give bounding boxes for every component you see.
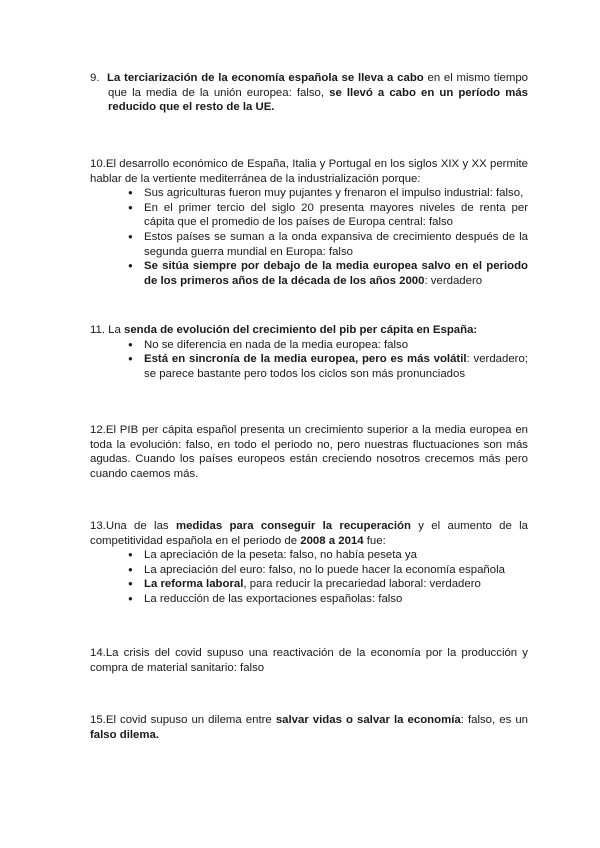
question-number: 11. (90, 324, 105, 336)
question-15 (90, 713, 528, 742)
bold-text: medidas para conseguir la recuperación (175, 520, 411, 532)
question-10 (90, 157, 528, 288)
question-number: 12. (90, 424, 106, 436)
question-14 (90, 646, 528, 675)
bold-text: senda de evolución del crecimiento del pib per cápita en España: (124, 324, 478, 336)
text: La reducción de las exportaciones españolas: falso (144, 592, 403, 605)
text: : falso, es un (460, 714, 528, 726)
bold-text: Está en sincronía de la media europea, pero es más volátil (144, 353, 467, 366)
answer-item (90, 563, 528, 578)
text: en el mismo tiempo que la media de la unión europea: falso, (108, 72, 528, 99)
text: No se diferencia en nada de la media europea: falso (144, 338, 409, 351)
bold-text: falso dilema. (90, 728, 160, 741)
text: : verdadero; se parece bastante pero todos los ciclos son más pronunciados (144, 353, 528, 380)
text: Estos países se suman a la onda expansiva de crecimiento después de la segunda guerra mundial en Europa: falso (144, 230, 528, 258)
bold-text: 2008 a 2014 (300, 534, 364, 547)
bold-text: La reforma laboral (144, 578, 244, 591)
question-number: 13. (90, 520, 106, 532)
answer-item (90, 186, 528, 201)
answer-list (90, 338, 528, 382)
text: : verdadero (424, 274, 483, 287)
question-number: 15. (90, 714, 106, 726)
question-number: 10. (90, 158, 106, 170)
text: Sus agriculturas fueron muy pujantes y frenaron el impulso industrial: falso, (144, 187, 524, 200)
question-11 (90, 323, 528, 381)
text: Una de las (105, 520, 176, 532)
answer-item (90, 548, 528, 563)
text: fue: (363, 534, 386, 547)
question-9 (90, 71, 528, 115)
question-12 (90, 423, 528, 481)
text: La apreciación de la peseta: falso, no había peseta ya (144, 549, 417, 562)
answer-item (90, 592, 528, 607)
answer-list (90, 548, 528, 606)
question-text: El desarrollo económico de España, Italia y Portugal en los siglos XIX y XX permite hablar de la vertiente mediterránea de la industrialización porque: (90, 158, 528, 185)
text: La apreciación del euro: falso, no lo puede hacer la economía española (144, 563, 505, 576)
text: El covid supuso un dilema entre (105, 714, 276, 726)
answer-item (90, 577, 528, 592)
question-number: 14. (90, 647, 106, 659)
question-number: 9. (90, 72, 100, 84)
answer-item (90, 259, 528, 288)
answer-item (90, 230, 528, 259)
bold-text: salvar vidas o salvar la economía (275, 714, 461, 726)
answer-item (90, 352, 528, 381)
bold-text: Se sitúa siempre por debajo de la media europea salvo en el periodo de los primeros años de la década de los años 2000 (144, 260, 528, 287)
answer-item (90, 201, 528, 230)
text: y el aumento de la competitividad española en el periodo de (90, 520, 528, 547)
text: La (105, 324, 124, 336)
answer-item (90, 338, 528, 353)
text: , para reducir la precariedad laboral: verdadero (243, 578, 481, 591)
question-text: El PIB per cápita español presenta un crecimiento superior a la media europea en toda la evolución: falso, en todo el periodo no, pero nuestras fluctuaciones son más agudas. Cuando los países europeos están creciendo nosotros crecemos más pero cuando caemos más. (90, 424, 528, 480)
bold-text: se llevó a cabo en un período más reducido que el resto de la UE. (108, 86, 528, 114)
answer-list (90, 186, 528, 288)
text: En el primer tercio del siglo 20 presenta mayores niveles de renta per cápita que el promedio de los países de Europa central: falso (144, 201, 528, 229)
bold-text: La terciarización de la economía española se lleva a cabo (107, 72, 424, 84)
question-13 (90, 519, 528, 607)
question-text: La crisis del covid supuso una reactivación de la economía por la producción y compra de material sanitario: falso (90, 647, 528, 674)
